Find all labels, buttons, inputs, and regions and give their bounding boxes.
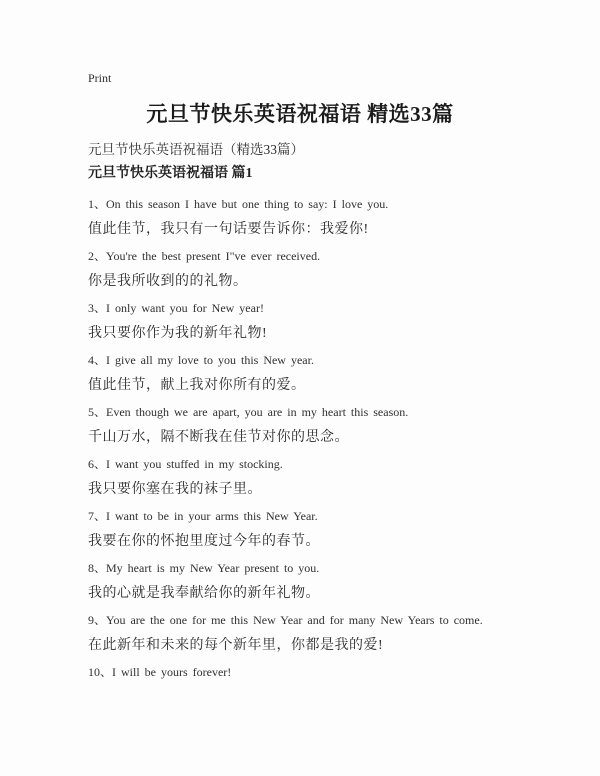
greeting-item [88,614,512,653]
greeting-item [88,198,512,237]
greeting-chinese: 千山万水，隔不断我在佳节对你的思念。 [88,430,349,445]
section-heading: 元旦节快乐英语祝福语 篇1 [88,166,253,181]
print-link[interactable]: Print [88,71,112,85]
greeting-chinese: 值此佳节，我只有一句话要告诉你：我爱你! [88,222,369,237]
greeting-item [88,666,512,679]
greeting-item [88,562,512,601]
greeting-english: 10、I will be yours forever! [88,665,232,679]
greeting-english: 9、You are the one for me this New Year and for many New Years to come. [88,613,483,627]
greeting-english: 5、Even though we are apart, you are in my heart this season. [88,405,409,419]
greeting-item [88,406,512,445]
greeting-english: 2、You're the best present I"ve ever received. [88,249,321,263]
greeting-item [88,354,512,393]
greeting-item [88,510,512,549]
greeting-item [88,250,512,289]
greeting-chinese: 值此佳节，献上我对你所有的爱。 [88,378,306,393]
document-title: 元旦节快乐英语祝福语 精选33篇 [146,102,454,126]
greeting-chinese: 在此新年和未来的每个新年里，你都是我的爱! [88,638,384,653]
greeting-chinese: 你是我所收到的的礼物。 [88,274,248,289]
greeting-chinese: 我要在你的怀抱里度过今年的春节。 [88,534,320,549]
greeting-item [88,302,512,341]
document-subtitle: 元旦节快乐英语祝福语（精选33篇） [88,142,304,157]
greeting-list [88,198,512,679]
greeting-english: 8、My heart is my New Year present to you. [88,561,320,575]
greeting-english: 4、I give all my love to you this New year. [88,353,314,367]
greeting-english: 3、I only want you for New year! [88,301,264,315]
greeting-english: 6、I want you stuffed in my stocking. [88,457,283,471]
greeting-chinese: 我只要你塞在我的袜子里。 [88,482,262,497]
greeting-chinese: 我的心就是我奉献给你的新年礼物。 [88,586,320,601]
greeting-chinese: 我只要你作为我的新年礼物! [88,326,268,341]
greeting-english: 7、I want to be in your arms this New Year. [88,509,318,523]
greeting-item [88,458,512,497]
greeting-english: 1、On this season I have but one thing to say: I love you. [88,197,389,211]
